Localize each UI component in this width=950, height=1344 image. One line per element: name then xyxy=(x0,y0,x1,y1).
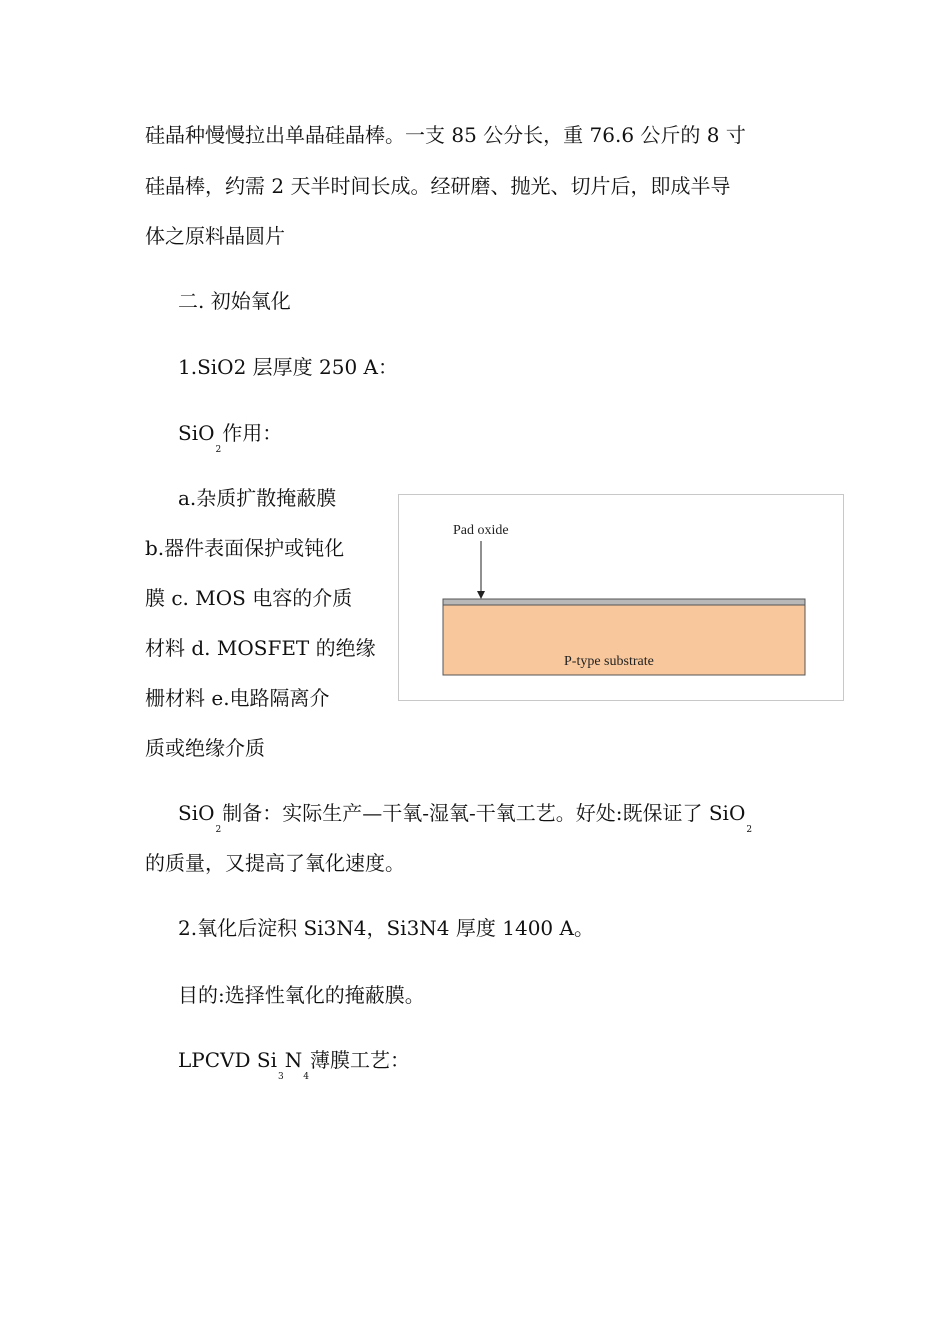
substrate-label: P-type substrate xyxy=(564,654,654,669)
prep-text: 制备：实际生产—干氧-湿氧-干氧工艺。好处:既保证了 SiO xyxy=(222,801,746,825)
list-line: 质或绝缘介质 xyxy=(145,736,265,760)
list-line: b.器件表面保护或钝化 xyxy=(145,536,345,560)
heading-text: 作用： xyxy=(222,421,283,445)
formula-text: N xyxy=(284,1048,303,1072)
paragraph-line: 硅晶棒，约需 2 天半时间长成。经研磨、抛光、切片后，即成半导 xyxy=(145,174,731,198)
heading-text: 薄膜工艺： xyxy=(309,1048,410,1072)
sio2-prep-line xyxy=(178,801,753,835)
formula-text: SiO xyxy=(178,801,215,825)
paragraph-line: 硅晶种慢慢拉出单晶硅晶棒。一支 85 公分长，重 76.6 公斤的 8 寸 xyxy=(145,123,746,147)
subscript: 2 xyxy=(215,445,222,455)
section-title: 二. 初始氧化 xyxy=(178,289,291,313)
paragraph-line: 体之原料晶圆片 xyxy=(145,224,285,248)
arrow-head xyxy=(477,591,485,599)
subscript: 2 xyxy=(746,825,753,835)
subscript: 4 xyxy=(303,1072,309,1082)
list-line: 栅材料 e.电路隔离介 xyxy=(145,686,330,710)
pad-oxide-figure xyxy=(398,494,844,701)
list-line: a.杂质扩散掩蔽膜 xyxy=(178,486,337,510)
subscript: 2 xyxy=(215,825,222,835)
item-heading: 2.氧化后淀积 Si3N4，Si3N4 厚度 1400 A。 xyxy=(178,916,594,940)
list-line: 膜 c. MOS 电容的介质 xyxy=(145,586,353,610)
formula-text: SiO xyxy=(178,421,215,445)
pad-oxide-layer xyxy=(443,599,805,605)
list-line: 材料 d. MOSFET 的绝缘 xyxy=(145,636,376,660)
formula-text: LPCVD Si xyxy=(178,1048,277,1072)
subscript: 3 xyxy=(277,1072,284,1082)
cross-section-diagram xyxy=(399,495,843,700)
pad-oxide-label: Pad oxide xyxy=(453,523,509,538)
purpose-line: 目的:选择性氧化的掩蔽膜。 xyxy=(178,983,425,1007)
item-heading: 1.SiO2 层厚度 250 A： xyxy=(178,355,398,379)
lpcvd-heading xyxy=(178,1048,410,1082)
sio2-role-heading xyxy=(178,421,283,455)
paragraph-line: 的质量，又提高了氧化速度。 xyxy=(145,851,405,875)
